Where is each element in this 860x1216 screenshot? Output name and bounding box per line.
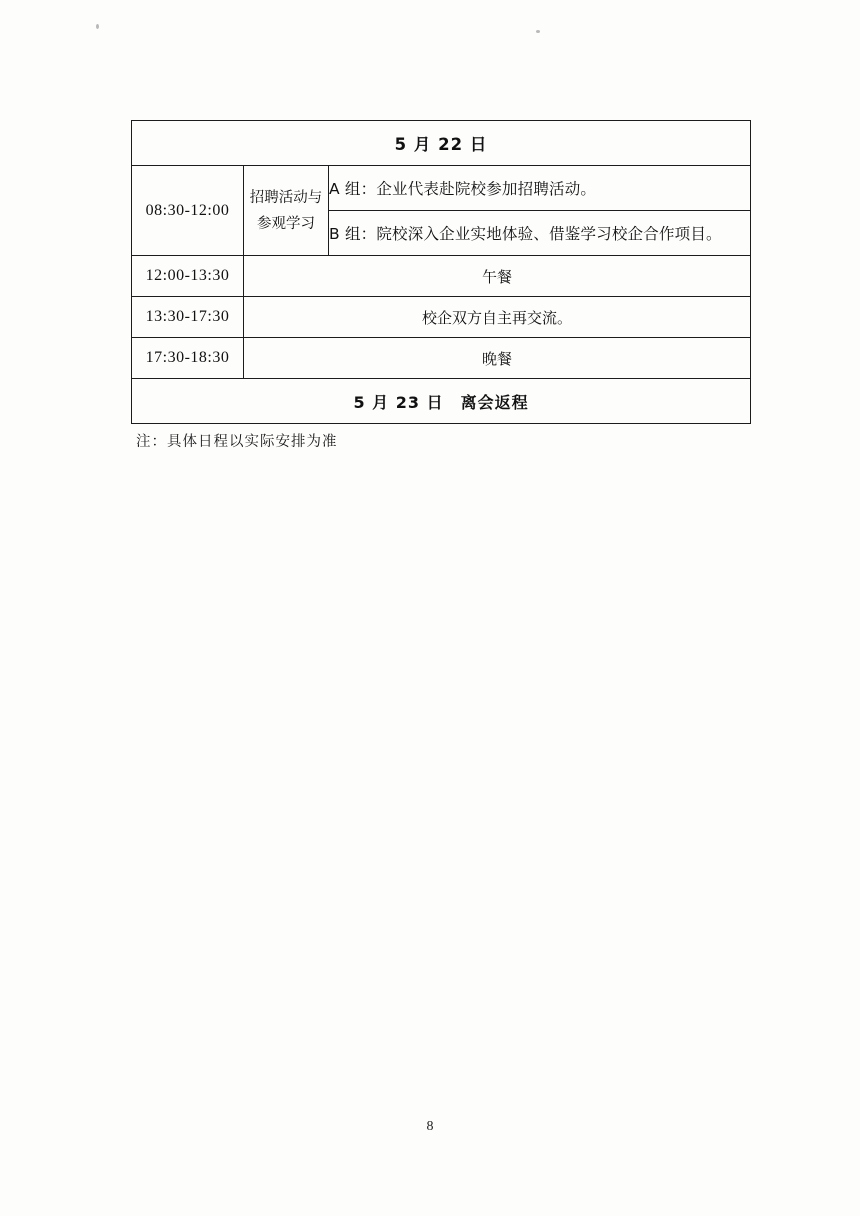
page-number: 8 bbox=[426, 1119, 434, 1134]
activity-label-cell bbox=[244, 166, 329, 256]
detail-cell-group-a bbox=[329, 166, 751, 211]
detail-text: 午餐 bbox=[482, 267, 513, 286]
time-text: 08:30-12:00 bbox=[145, 201, 230, 219]
time-cell bbox=[132, 256, 244, 297]
scan-speckle bbox=[96, 24, 99, 29]
activity-label-line2: 参观学习 bbox=[257, 215, 315, 232]
detail-cell bbox=[244, 256, 751, 297]
detail-text-group-b: B 组：院校深入企业实地体验、借鉴学习校企合作项目。 bbox=[329, 225, 722, 243]
time-text: 13:30-17:30 bbox=[145, 308, 230, 325]
table-row bbox=[132, 256, 751, 297]
footer-text: 5 月 23 日 离会返程 bbox=[353, 392, 529, 412]
detail-text: 校企双方自主再交流。 bbox=[422, 308, 573, 327]
detail-cell bbox=[244, 338, 751, 379]
time-text: 12:00-13:30 bbox=[145, 267, 230, 284]
activity-label-line1: 招聘活动与 bbox=[249, 189, 323, 206]
detail-cell bbox=[244, 297, 751, 338]
time-cell bbox=[132, 297, 244, 338]
table-row-footer bbox=[132, 379, 751, 424]
date-header-text: 5 月 22 日 bbox=[394, 135, 488, 154]
detail-text-group-a: A 组：企业代表赴院校参加招聘活动。 bbox=[329, 180, 597, 198]
time-cell bbox=[132, 166, 244, 256]
table-row bbox=[132, 297, 751, 338]
time-text: 17:30-18:30 bbox=[145, 349, 230, 366]
schedule-table bbox=[131, 120, 751, 424]
scan-speckle bbox=[536, 30, 540, 33]
footer-cell bbox=[132, 379, 751, 424]
time-cell bbox=[132, 338, 244, 379]
table-note: 注：具体日程以实际安排为准 bbox=[136, 434, 338, 450]
detail-text: 晚餐 bbox=[482, 349, 513, 368]
detail-cell-group-b bbox=[329, 211, 751, 256]
table-row bbox=[132, 166, 751, 211]
schedule-table-container bbox=[131, 120, 750, 424]
table-row-date-header bbox=[132, 121, 751, 166]
date-header-cell bbox=[132, 121, 751, 166]
table-row bbox=[132, 338, 751, 379]
